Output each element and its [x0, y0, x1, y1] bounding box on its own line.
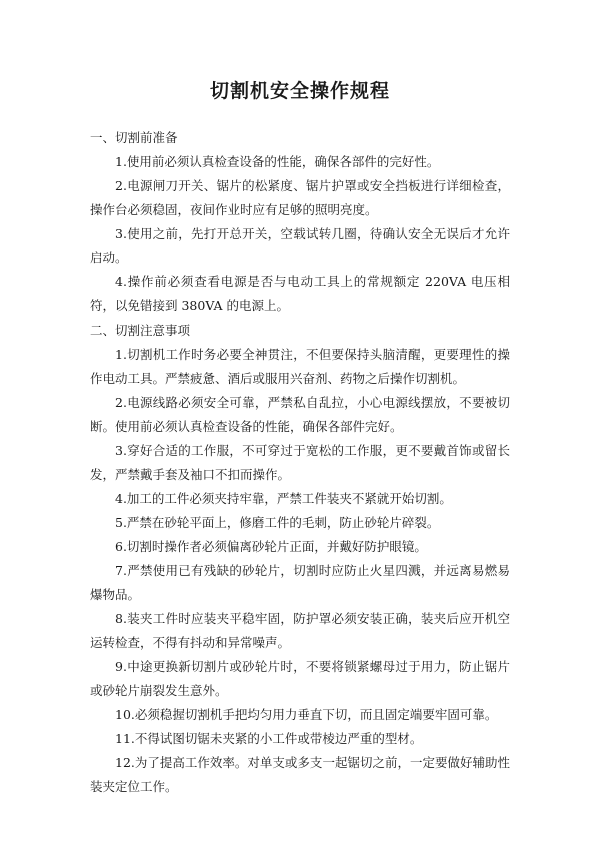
section-precautions: [90, 318, 510, 799]
list-item: 10.必须稳握切割机手把均匀用力垂直下切，而且固定端要牢固可靠。: [115, 707, 498, 722]
section-preparation: [90, 125, 510, 318]
document-title: 切割机安全操作规程: [209, 80, 390, 102]
list-item: 3.使用之前，先打开总开关，空载试转几圈，待确认安全无误后才允许启动。: [90, 226, 510, 265]
list-item: 3.穿好合适的工作服，不可穿过于宽松的工作服，更不要戴首饰或留长发，严禁戴手套及袖口不扣而操作。: [90, 443, 510, 482]
list-item: 4.加工的工件必须夹持牢靠，严禁工件装夹不紧就开始切割。: [115, 491, 452, 506]
list-item: 6.切割时操作者必须偏离砂轮片正面，并戴好防护眼镜。: [115, 539, 427, 554]
list-item: 12.为了提高工作效率。对单支或多支一起锯切之前，一定要做好辅助性装夹定位工作。: [90, 755, 510, 794]
list-item: 1.切割机工作时务必要全神贯注，不但要保持头脑清醒，更要理性的操作电动工具。严禁疲惫、酒后或服用兴奋剂、药物之后操作切割机。: [90, 347, 510, 386]
section-heading: 一、切割前准备: [90, 130, 178, 145]
list-item: 2.电源闸刀开关、锯片的松紧度、锯片护罩或安全挡板进行详细检查，操作台必须稳固，夜间作业时应有足够的照明亮度。: [90, 178, 510, 217]
section-heading: 二、切割注意事项: [90, 323, 191, 338]
list-item: 2.电源线路必须安全可靠，严禁私自乱拉，小心电源线摆放，不要被切断。使用前必须认真检查设备的性能，确保各部件完好。: [90, 395, 510, 434]
list-item: 11.不得试图切锯未夹紧的小工件或带棱边严重的型材。: [115, 731, 423, 746]
list-item: 5.严禁在砂轮平面上，修磨工件的毛刺，防止砂轮片碎裂。: [115, 515, 440, 530]
list-item: 8.装夹工件时应装夹平稳牢固，防护罩必须安装正确，装夹后应开机空运转检查，不得有抖动和异常噪声。: [90, 611, 510, 650]
list-item: 9.中途更换新切割片或砂轮片时，不要将锁紧螺母过于用力，防止锯片或砂轮片崩裂发生意外。: [90, 659, 510, 698]
list-item: 1.使用前必须认真检查设备的性能，确保各部件的完好性。: [115, 154, 440, 169]
list-item: 7.严禁使用已有残缺的砂轮片，切割时应防止火星四溅，并远离易燃易爆物品。: [90, 563, 510, 602]
list-item: 4.操作前必须查看电源是否与电动工具上的常规额定 220VA 电压相符，以免错接到 380VA 的电源上。: [90, 274, 510, 313]
